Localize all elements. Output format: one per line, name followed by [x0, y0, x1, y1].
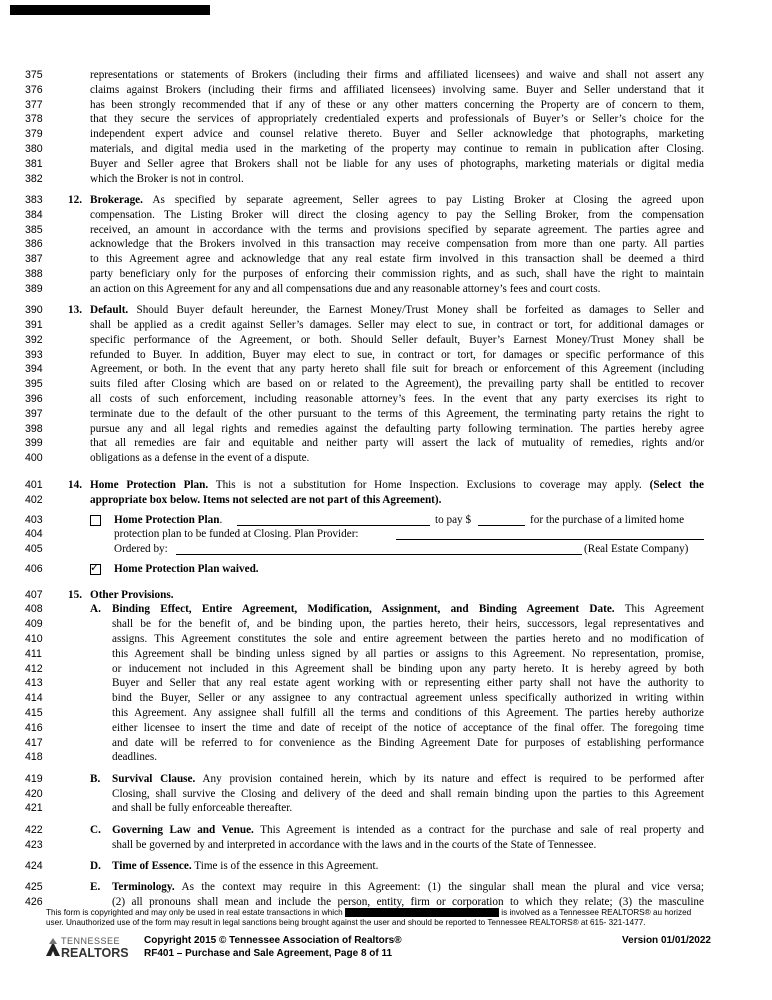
document-line [0, 127, 772, 142]
line-number: 410 [25, 633, 43, 646]
provision-a-body [0, 617, 772, 765]
home-protection-waived-line [0, 562, 772, 577]
line-number: 384 [25, 208, 43, 221]
line-text: (2) all pronouns shall mean and include the person, entity, firm or corporation to which they relate; (3) the masculine [112, 896, 704, 909]
logo-text-top: TENNESSEE [61, 936, 121, 946]
line-text: an action on this Agreement for any and all compensations due and any reasonable attorney’s fees and court costs. [90, 282, 601, 295]
line-number: 417 [25, 736, 43, 749]
provision-label: B. [90, 772, 101, 785]
copyright-notice-line-2: user. Unauthorized use of the form may result in legal sanctions being brought against the user and should be reported to Tennessee REALTORS® at 615- 321-1477. [46, 918, 646, 927]
line-text: Buyer and Seller agree that Brokers shall not be liable for any uses of photographs, marketing materials or digital media [90, 157, 704, 170]
section-text [90, 478, 704, 493]
provision-label: A. [90, 603, 101, 616]
home-protection-waived-label: Home Protection Plan waived. [114, 562, 259, 575]
document-line [0, 407, 772, 422]
provision-b-heading-line [0, 772, 772, 787]
document-line [0, 632, 772, 647]
provision-a-heading-line [0, 602, 772, 617]
document-body [0, 68, 772, 910]
line-number: 392 [25, 333, 43, 346]
line-number: 387 [25, 253, 43, 266]
line-text: acknowledge that the Brokers involved in this transaction may receive compensation from more than one party. All parties [90, 238, 704, 251]
line-number: 418 [25, 751, 43, 764]
provision-first-line: This Agreement is intended as a contract for the purchase and sale of real property and [260, 823, 704, 836]
document-line [0, 172, 772, 187]
provision-label: C. [90, 823, 101, 836]
ordered-by-label: Ordered by: [114, 543, 168, 556]
line-number: 416 [25, 721, 43, 734]
line-text: all costs of such enforcement, including reasonable attorney’s fees. In the event that any party exercises its right to [90, 392, 704, 405]
period: . [219, 513, 223, 526]
redaction-bar-footer [345, 908, 499, 917]
line-text: party beneficiary only for the purposes of enforcing their commission rights, and as such, shall have the right to maintain [90, 267, 704, 280]
line-text: shall be applied as a credit against Seller’s damages. Seller may elect to sue, in contract or tort, for additional damages or [90, 318, 704, 331]
document-line [0, 422, 772, 437]
line-number: 403 [25, 513, 43, 526]
section-14-line-2 [0, 493, 772, 508]
provision-text [112, 859, 704, 874]
provision-heading: Terminology. [112, 881, 175, 894]
provision-text [112, 772, 704, 787]
document-line [0, 736, 772, 751]
line-number: 405 [25, 543, 43, 556]
section-text [90, 193, 704, 208]
document-line [0, 333, 772, 348]
section-number: 12. [68, 193, 82, 206]
line-number: 411 [25, 647, 42, 660]
provision-first-line: Time is of the essence in this Agreement. [194, 860, 379, 873]
line-text: materials, and digital media used in the marketing of the property may continue to remain in publication after Closing. [90, 142, 704, 155]
section-heading: Home Protection Plan. [90, 478, 209, 491]
line-text: shall be for the benefit of, and be binding upon, the parties hereto, their heirs, successors, legal representatives and [112, 618, 704, 631]
line-text: Closing, shall survive the Closing and delivery of the deed and shall remain binding upon the parties to this Agreement [112, 787, 704, 800]
provision-c-heading-line [0, 823, 772, 838]
line-number: 421 [25, 802, 43, 815]
document-line [0, 348, 772, 363]
line-number: 415 [25, 707, 43, 720]
line-number: 395 [25, 378, 43, 391]
document-line [0, 838, 772, 853]
line-text: bind the Buyer, Seller or any assignee to any contractual agreement unless specifically authorized in writing within [112, 692, 704, 705]
logo-text-bottom: REALTORS [61, 946, 129, 960]
section-text [90, 303, 704, 318]
document-line [0, 750, 772, 765]
home-protection-ordered-line [0, 542, 772, 557]
section-number: 14. [68, 478, 82, 491]
logo-mark-icon [46, 938, 60, 956]
line-number: 383 [25, 193, 43, 206]
provision-d-line [0, 859, 772, 874]
line-number: 419 [25, 772, 43, 785]
document-line [0, 801, 772, 816]
document-line [0, 721, 772, 736]
section-13-body [0, 318, 772, 466]
provision-b-body [0, 787, 772, 817]
line-number: 406 [25, 562, 43, 575]
provision-first-line: This Agreement [624, 603, 704, 616]
amount-field[interactable] [478, 515, 525, 526]
line-text: Buyer and Seller that any real estate agent working with or representing either party shall not have the authority to [112, 677, 704, 690]
line-number: 398 [25, 422, 43, 435]
form-page-label: RF401 – Purchase and Sale Agreement, Page 8 of 11 [144, 948, 393, 959]
line-text: and date will be referred to for convenience as the Binding Agreement Date for purposes of establishing performance [112, 736, 704, 749]
home-protection-waived-checkbox[interactable] [90, 560, 101, 575]
line-number: 399 [25, 437, 43, 450]
document-line [0, 362, 772, 377]
section-number: 15. [68, 588, 82, 601]
line-text: received, an amount in accordance with the terms and provisions specified by separate agreement. The parties agree and [90, 223, 704, 236]
line-text: representations or statements of Brokers (including their firms and affiliated licensees) and waive and shall not assert any [90, 69, 704, 81]
line-number: 408 [25, 603, 43, 616]
document-line [0, 318, 772, 333]
line-number: 377 [25, 98, 43, 111]
section-14-heading-line [0, 478, 772, 493]
document-line [0, 237, 772, 252]
line-number: 397 [25, 407, 43, 420]
line-number: 401 [25, 478, 43, 491]
document-line [0, 451, 772, 466]
line-text: assigns. This Agreement constitutes the sole and entire agreement between the parties hereto and no modification of [112, 633, 704, 646]
line-text: this Agreement shall be binding unless signed by all parties or assigns to this Agreement. No representation, promise, [112, 647, 704, 660]
document-line [0, 392, 772, 407]
provision-e-heading-line [0, 880, 772, 895]
document-line [0, 142, 772, 157]
provision-label: D. [90, 860, 101, 873]
line-number: 423 [25, 838, 43, 851]
document-line [0, 377, 772, 392]
section-first-line: As specified by separate agreement, Seller agrees to pay Listing Broker at Closing the agreed upon [152, 193, 704, 206]
line-number: 389 [25, 282, 43, 295]
provision-heading: Survival Clause. [112, 772, 196, 785]
line-text: and shall be fully enforceable thereafter. [112, 802, 293, 815]
line-number: 394 [25, 363, 43, 376]
line-text: pursue any and all legal rights and remedies against the defaulting party following termination. The parties hereby agree [90, 422, 704, 435]
document-line [0, 208, 772, 223]
line-text: claims against Brokers (including their firms and affiliated licensees) involving same. Buyer and Seller understand that it [90, 83, 704, 96]
line-number: 413 [25, 677, 43, 690]
real-estate-company-label: (Real Estate Company) [584, 543, 689, 556]
to-pay-label: to pay $ [435, 513, 472, 526]
line-number: 378 [25, 113, 43, 126]
provision-first-line: As the context may require in this Agreement: (1) the singular shall mean the plural and vice versa; [181, 881, 704, 894]
section-heading: Default. [90, 304, 129, 317]
line-number: 424 [25, 860, 43, 873]
document-line [0, 676, 772, 691]
funded-label: protection plan to be funded at Closing. Plan Provider: [114, 528, 359, 541]
line-number: 409 [25, 618, 43, 631]
ordered-by-field[interactable] [176, 544, 582, 555]
document-line [0, 112, 772, 127]
document-line [0, 223, 772, 238]
section-heading: Brokerage. [90, 193, 143, 206]
line-number: 380 [25, 142, 43, 155]
line-text: deadlines. [112, 751, 158, 764]
redaction-bar-top [10, 5, 210, 15]
line-number: 404 [25, 528, 43, 541]
tennessee-realtors-logo [46, 936, 129, 966]
line-number: 400 [25, 452, 43, 465]
line-number: 396 [25, 392, 43, 405]
document-line [0, 252, 772, 267]
section-12-heading-line [0, 193, 772, 208]
plan-provider-field[interactable] [396, 529, 704, 540]
line-text: has been strongly recommended that if any of these or any other matters concerning the Property are of concern to them, [90, 98, 704, 111]
line-text: suits filed after Closing which are based on or related to the Agreement), the prevailing party shall be entitled to recover [90, 378, 704, 391]
section-heading: Other Provisions. [90, 588, 174, 601]
line-text: specific performance of the Agreement, or both. Should Seller default, Buyer’s Earnest Money/Trust Money shall be [90, 333, 704, 346]
version-label: Version 01/01/2022 [622, 935, 711, 946]
provision-label: E. [90, 881, 101, 894]
paragraph-brokers-disclaimer [0, 68, 772, 186]
purchase-label: for the purchase of a limited home [530, 513, 685, 526]
document-line [0, 706, 772, 721]
line-number: 412 [25, 662, 43, 675]
line-number: 422 [25, 823, 43, 836]
notice-text: is involved as a Tennessee REALTORS® au horized [501, 908, 692, 917]
home-protection-plan-checkbox[interactable] [90, 515, 101, 526]
line-text: that they secure the services of appropriately credentialed experts and professionals of Buyer’s or Seller’s choice for the [90, 113, 704, 126]
line-number: 390 [25, 304, 43, 317]
line-number: 385 [25, 223, 43, 236]
line-text: independent expert advice and counsel relative thereto. Buyer and Seller acknowledge that photographs, marketing [90, 128, 704, 141]
plan-name-field[interactable] [237, 515, 430, 526]
line-text: compensation. The Listing Broker will direct the closing agency to pay the Selling Broker, from the compensation [90, 208, 704, 221]
provision-text [112, 602, 704, 617]
home-protection-funded-line [0, 527, 772, 542]
document-line [0, 436, 772, 451]
line-number: 414 [25, 692, 43, 705]
line-number: 407 [25, 588, 43, 601]
line-text: terminate due to the default of the other pursuant to the terms of this Agreement, the terminating party retains the right to [90, 407, 704, 420]
document-line [0, 617, 772, 632]
document-line [0, 83, 772, 98]
document-line [0, 691, 772, 706]
line-number: 425 [25, 881, 43, 894]
section-12-body [0, 208, 772, 297]
select-instruction: (Select the [649, 478, 704, 491]
copyright-line: Copyright 2015 © Tennessee Association of Realtors® [144, 935, 402, 946]
line-text: to this Agreement agree and acknowledge that any real estate firm involved in this transaction shall be deemed a third [90, 253, 704, 266]
line-number: 391 [25, 318, 43, 331]
section-first-line: Should Buyer default hereunder, the Earnest Money/Trust Money shall be forfeited as damages to Seller and [136, 304, 704, 317]
line-text: obligations as a defense in the event of a dispute. [90, 452, 310, 465]
line-number: 420 [25, 787, 43, 800]
home-protection-option-line [0, 513, 772, 528]
line-text: Agreement, or both. In the event that any party hereto shall file suit for breach or enforcement of this Agreement (including [90, 363, 704, 376]
document-line [0, 98, 772, 113]
provision-first-line: Any provision contained herein, which by its nature and effect is required to be performed after [202, 772, 704, 785]
line-number: 388 [25, 267, 43, 280]
line-number: 386 [25, 238, 43, 251]
document-line [0, 282, 772, 297]
check-icon: ✓ [90, 560, 100, 574]
line-number: 402 [25, 493, 43, 506]
document-line [0, 157, 772, 172]
provision-text [112, 823, 704, 838]
document-line [0, 267, 772, 282]
line-number: 393 [25, 348, 43, 361]
line-number: 375 [25, 69, 43, 81]
line-number: 382 [25, 172, 43, 185]
provision-heading: Governing Law and Venue. [112, 823, 254, 836]
home-protection-plan-label: Home Protection Plan [114, 513, 220, 526]
document-line [0, 787, 772, 802]
document-line [0, 647, 772, 662]
select-instruction-cont: appropriate box below. Items not selected are not part of this Agreement). [90, 493, 442, 506]
line-text: or inducement not included in this Agreement shall be binding upon any party hereto. It is hereby agreed by both [112, 662, 704, 675]
line-text: this Agreement. Any assignee shall fulfill all the terms and conditions of this Agreement. The parties hereby authorize [112, 707, 704, 720]
section-13-heading-line [0, 303, 772, 318]
section-first-line: This is not a substitution for Home Inspection. Exclusions to coverage may apply. [215, 478, 642, 491]
provision-text [112, 880, 704, 895]
line-text: either licensee to insert the time and date of receipt of the notice of acceptance of the final offer. The foregoing time [112, 721, 704, 734]
section-number: 13. [68, 304, 82, 317]
line-text: that all remedies are fair and equitable and neither party will assert the lack of mutuality of remedies, rights and/or [90, 437, 704, 450]
document-line [0, 662, 772, 677]
line-number: 426 [25, 896, 43, 909]
line-number: 376 [25, 83, 43, 96]
line-text: which the Broker is not in control. [90, 172, 244, 185]
line-number: 379 [25, 128, 43, 141]
copyright-notice-line-1 [46, 908, 691, 917]
document-line [0, 68, 772, 83]
line-text: shall be governed by and interpreted in accordance with the laws and in the courts of the State of Tennessee. [112, 838, 597, 851]
section-15-heading-line [0, 588, 772, 603]
line-text: refunded to Buyer. In addition, Buyer may elect to sue, in contract or tort, for damages or specific performance of this [90, 348, 704, 361]
line-number: 381 [25, 157, 43, 170]
provision-heading: Binding Effect, Entire Agreement, Modification, Assignment, and Binding Agreement Date. [112, 603, 615, 616]
provision-c-body [0, 838, 772, 853]
provision-heading: Time of Essence. [112, 860, 192, 873]
option-text [114, 513, 222, 528]
notice-text: This form is copyrighted and may only be used in real estate transactions in which [46, 908, 343, 917]
